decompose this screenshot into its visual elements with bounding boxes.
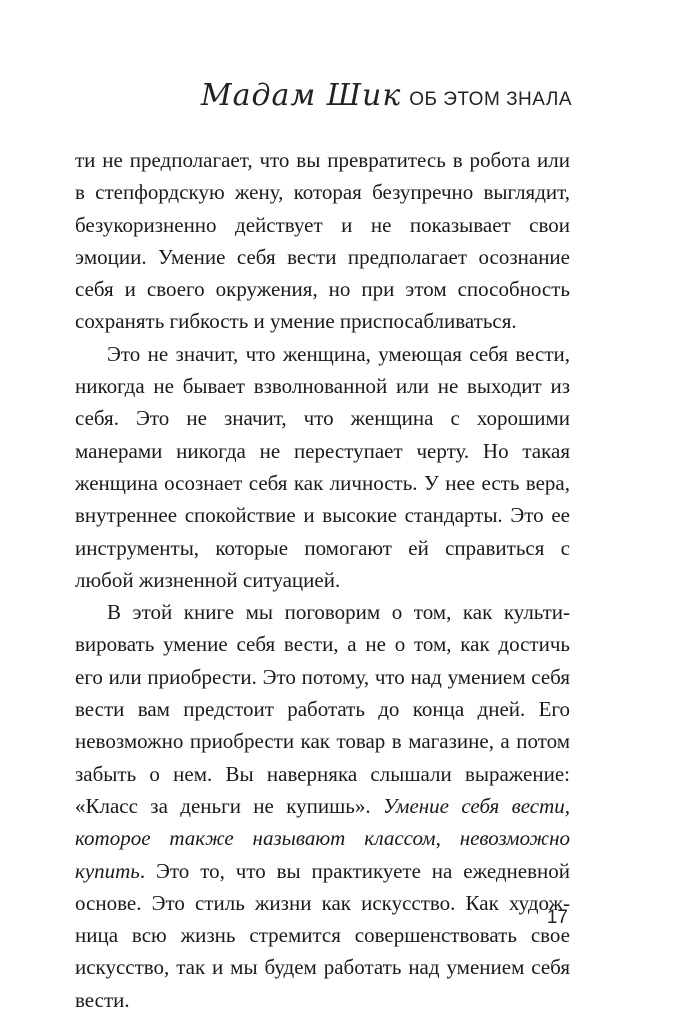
running-header-script-title: Мадам Шик [200,78,402,113]
paragraph-3-italic-emphasis: Умение себя вести, которое также называют классом, невозможно купить [75,793,570,883]
paragraph-3 [75,596,570,1016]
paragraph-3-text-after: . Это то, что вы практикуете на ежедневной основе. Это стиль жизни как искусство. Как художница всю жизнь стремится совершенствовать свое искусство, так и мы будем работать над умением себя вести. [75,858,570,1012]
paragraph-1: ти не предполагает, что вы превратитесь в робота или в степфордскую жену, которая безупречно выглядит, безукоризненно действует и не показывает свои эмоции. Умение себя вести предполагает осознание себя и своего окружения, но при этом способность сохранять гибкость и умение приспосабливаться. [75,148,570,334]
running-header-caps-title: ОБ ЭТОМ ЗНАЛА [409,89,572,110]
paragraph-3-text-before: В этой книге мы поговорим о том, как культивировать умение себя вести, а не о том, как достичь его или приобрести. Это потому, что над умением себя вести вам предстоит работать до конца дней. Его невозможно приобрести как товар в магазине, а потом забыть о нем. Вы наверняка слышали выражение: «Класс за деньги не купишь». [75,600,570,818]
page-number: 17 [546,907,568,928]
paragraph-2: Это не значит, что женщина, умеющая себя вести, никогда не бывает взволнованной или не выходит из себя. Это не значит, что женщина с хорошими манерами никогда не переступает черту. Но такая женщина осознает себя как личность. У нее есть вера, внутреннее спокойствие и высокие стандарты. Это ее инструменты, которые помогают ей справиться с любой жизненной ситуацией. [75,341,570,592]
running-header [201,78,572,113]
body-text [75,144,570,1016]
